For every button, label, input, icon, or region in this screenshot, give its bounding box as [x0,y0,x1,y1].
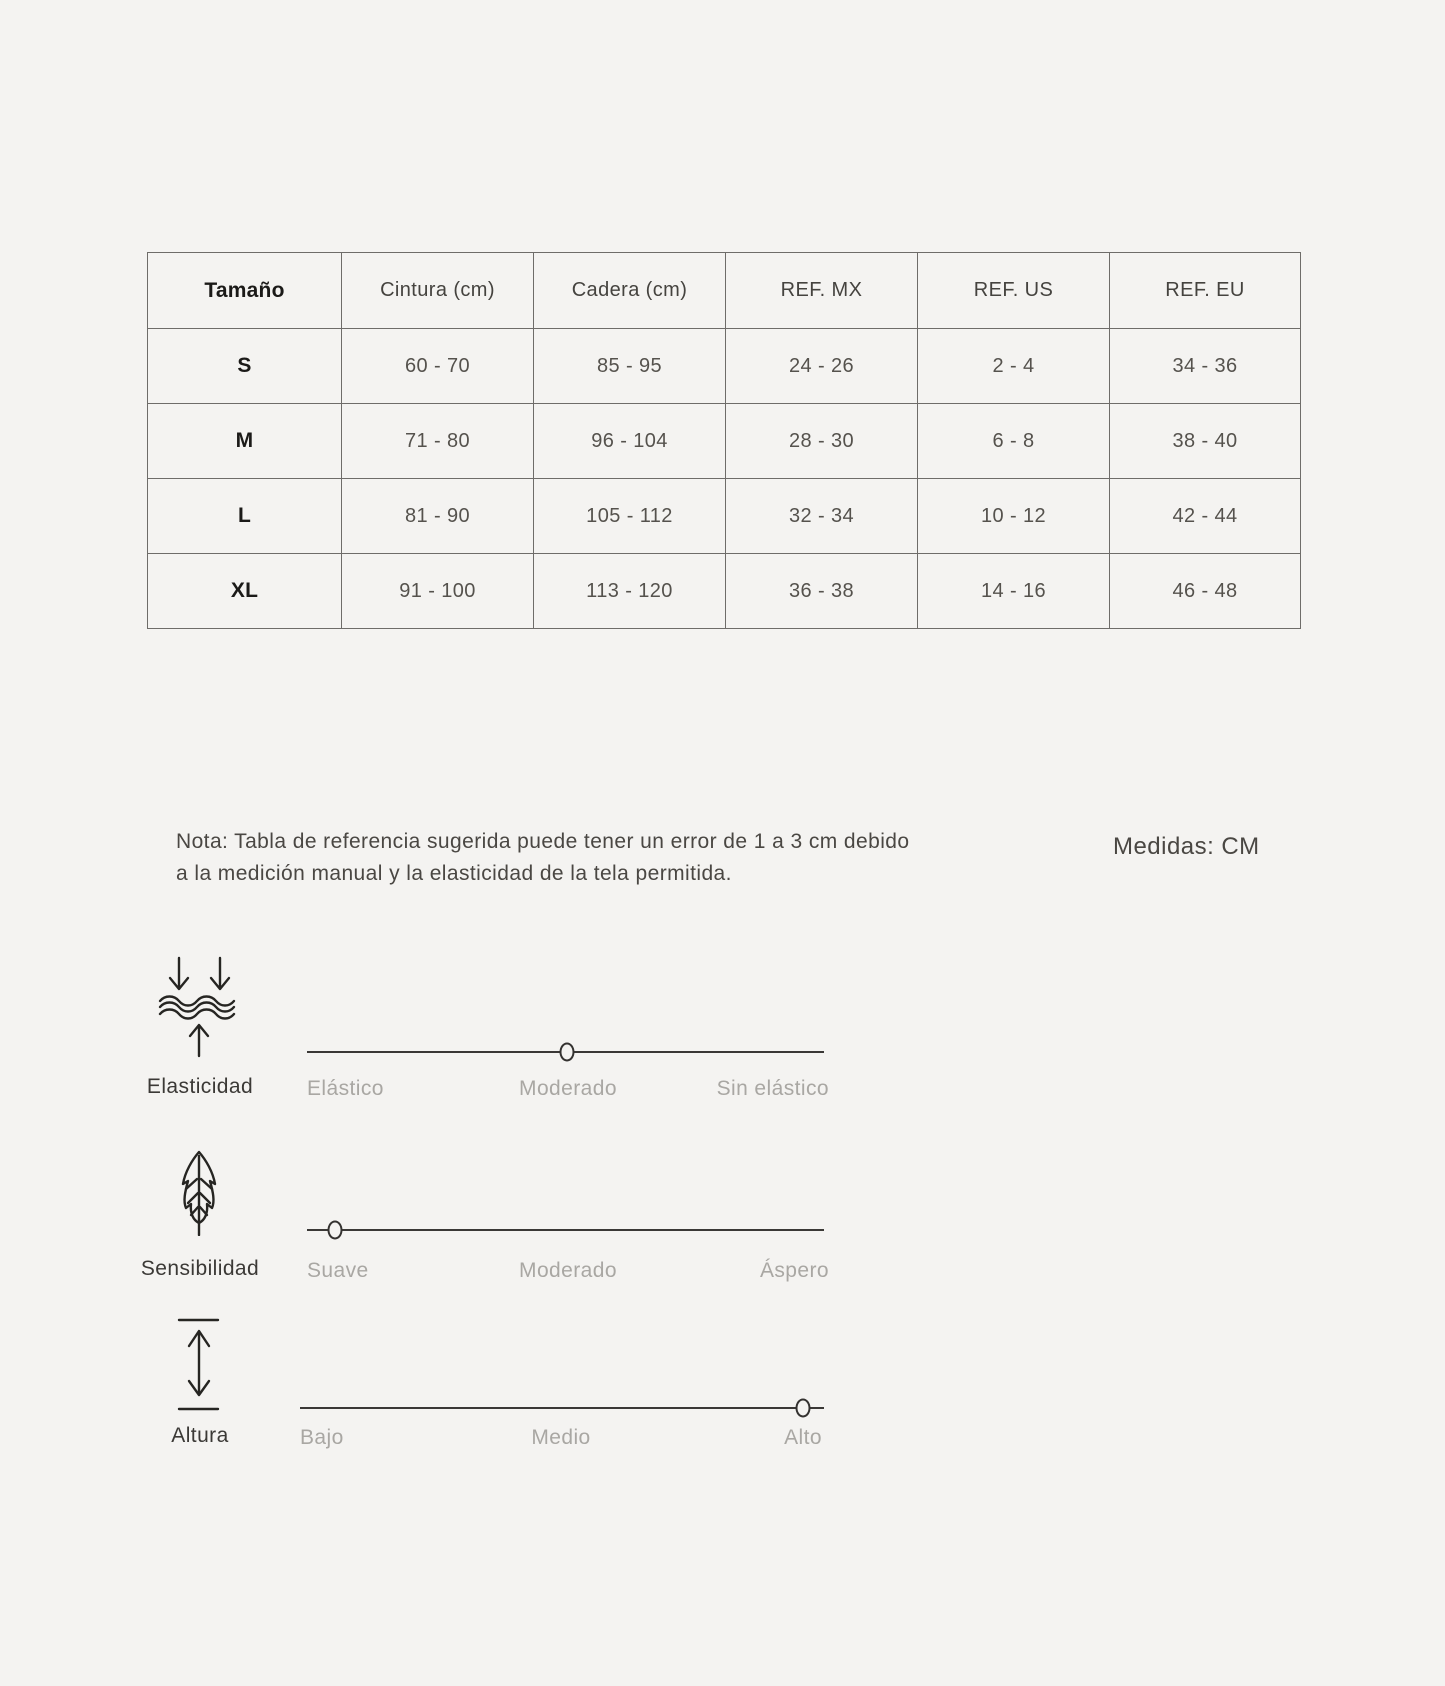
sensitivity-slider-track [307,1229,824,1231]
scale-label-min: Bajo [300,1426,344,1449]
ref-mx-cell: 24 - 26 [726,329,918,404]
table-row [148,404,1301,479]
ref-us-cell: 6 - 8 [918,404,1110,479]
scale-label-mid: Medio [531,1426,591,1449]
note-line-1: Nota: Tabla de referencia sugerida puede tener un error de 1 a 3 cm debido [176,830,910,853]
scale-label-max: Sin elástico [716,1077,829,1100]
size-chart-table [147,252,1301,629]
ref-mx-cell: 36 - 38 [726,554,918,629]
height-scale-labels [300,1426,822,1452]
hip-cell: 105 - 112 [534,479,726,554]
table-row [148,554,1301,629]
scale-label-min: Elástico [307,1077,384,1100]
col-header-ref-eu: REF. EU [1110,253,1301,329]
slider-name-altura: Altura [171,1424,229,1447]
col-header-waist: Cintura (cm) [342,253,534,329]
height-slider-track [300,1407,824,1409]
table-row [148,479,1301,554]
ref-us-cell: 2 - 4 [918,329,1110,404]
size-cell: XL [148,554,342,629]
size-cell: L [148,479,342,554]
elasticity-scale-labels [307,1077,829,1103]
scale-label-max: Alto [784,1426,822,1449]
ref-mx-cell: 32 - 34 [726,479,918,554]
table-row [148,329,1301,404]
waist-cell: 60 - 70 [342,329,534,404]
slider-name-elasticidad: Elasticidad [146,1075,254,1098]
feather-icon [176,1150,222,1236]
size-cell: S [148,329,342,404]
waist-cell: 91 - 100 [342,554,534,629]
scale-label-min: Suave [307,1259,369,1282]
elasticity-slider-track [307,1051,824,1053]
col-header-size: Tamaño [148,253,342,329]
scale-label-mid: Moderado [519,1259,617,1282]
slider-name-sensibilidad: Sensibilidad [140,1257,260,1280]
sensitivity-scale-labels [307,1259,829,1285]
sensitivity-slider-handle [328,1221,343,1240]
hip-cell: 96 - 104 [534,404,726,479]
waist-cell: 71 - 80 [342,404,534,479]
note-line-2: a la medición manual y la elasticidad de la tela permitida. [176,862,732,885]
reference-note [176,826,956,890]
measurement-unit-label: Medidas: CM [1113,833,1260,860]
col-header-ref-us: REF. US [918,253,1110,329]
scale-label-mid: Moderado [519,1077,617,1100]
hip-cell: 85 - 95 [534,329,726,404]
ref-eu-cell: 34 - 36 [1110,329,1301,404]
col-header-ref-mx: REF. MX [726,253,918,329]
ref-eu-cell: 46 - 48 [1110,554,1301,629]
scale-label-max: Áspero [759,1259,829,1282]
hip-cell: 113 - 120 [534,554,726,629]
compression-waves-icon [158,956,236,1058]
size-cell: M [148,404,342,479]
col-header-hip: Cadera (cm) [534,253,726,329]
ref-eu-cell: 38 - 40 [1110,404,1301,479]
table-header-row [148,253,1301,329]
elasticity-slider-handle [560,1043,575,1062]
height-slider-handle [796,1399,811,1418]
waist-cell: 81 - 90 [342,479,534,554]
height-arrows-icon [166,1314,222,1412]
ref-mx-cell: 28 - 30 [726,404,918,479]
ref-eu-cell: 42 - 44 [1110,479,1301,554]
ref-us-cell: 10 - 12 [918,479,1110,554]
ref-us-cell: 14 - 16 [918,554,1110,629]
